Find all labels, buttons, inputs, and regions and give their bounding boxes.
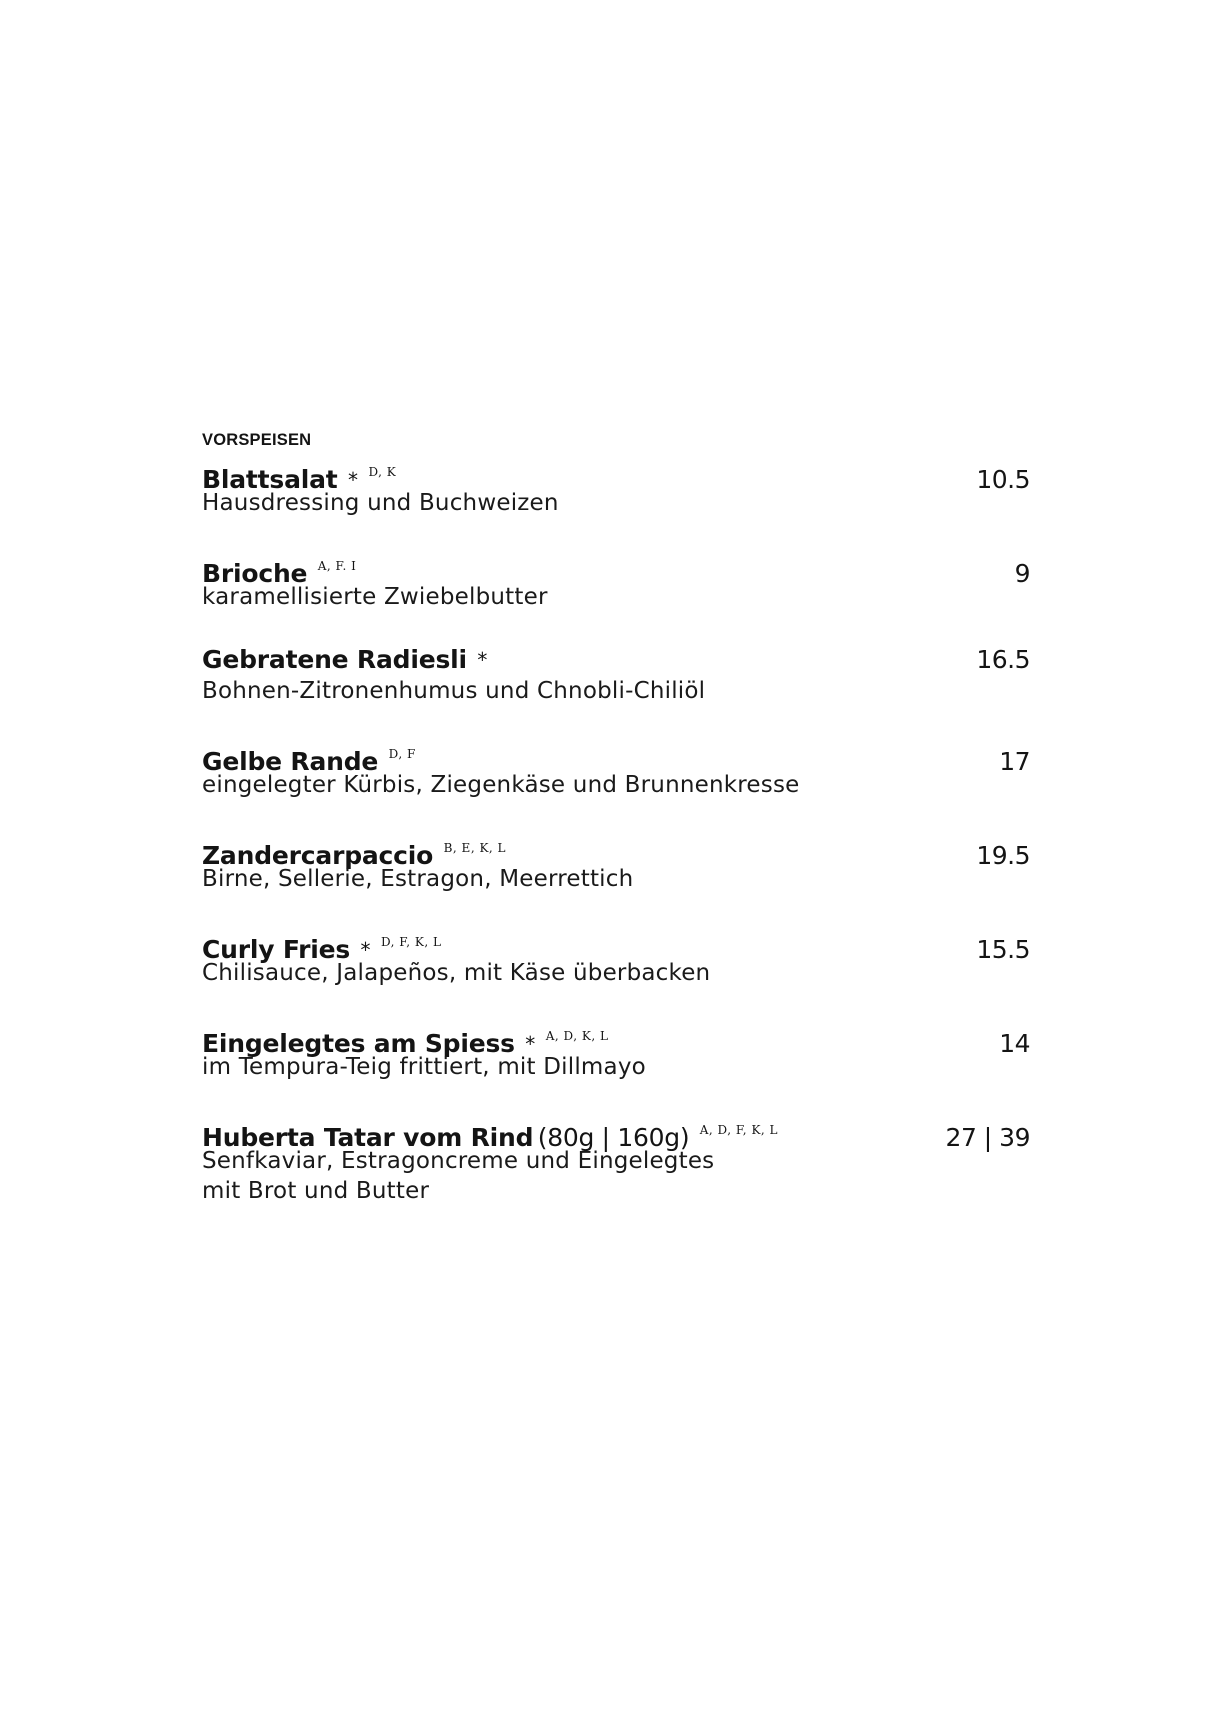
menu-item-price: 15.5 <box>976 935 1030 964</box>
allergen-codes: A, F. I <box>317 559 357 573</box>
menu-item <box>202 550 1030 612</box>
menu-item <box>202 644 1030 706</box>
allergen-codes: D, F, K, L <box>380 935 442 949</box>
menu-item-header <box>202 738 1030 776</box>
menu-item-price: 10.5 <box>976 465 1030 494</box>
menu-item-price: 27 | 39 <box>945 1123 1030 1152</box>
allergen-codes: D, F <box>388 747 416 761</box>
menu-item-header <box>202 644 1030 676</box>
menu-item-name: Blattsalat <box>202 465 338 494</box>
menu-item-description: Birne, Sellerie, Estragon, Meerrettich <box>202 866 634 892</box>
menu-item-description: Senfkaviar, Estragoncreme und Eingelegtes mit Brot und Butter <box>202 1148 715 1204</box>
menu-item <box>202 926 1030 988</box>
menu-item-header <box>202 1114 1030 1152</box>
menu-item <box>202 456 1030 518</box>
menu-page <box>202 430 1030 1206</box>
menu-item-name: Gelbe Rande <box>202 747 379 776</box>
menu-item-name: Gebratene Radiesli <box>202 645 467 674</box>
menu-item-name: Zandercarpaccio <box>202 841 434 870</box>
vegetarian-icon: * <box>360 938 371 962</box>
menu-item <box>202 1114 1030 1206</box>
section-title: VORSPEISEN <box>202 431 312 449</box>
allergen-codes: A, D, K, L <box>545 1029 609 1043</box>
menu-item-description: im Tempura-Teig frittiert, mit Dillmayo <box>202 1054 646 1080</box>
vegetarian-icon: * <box>477 648 488 672</box>
menu-item <box>202 1020 1030 1082</box>
menu-item-price: 16.5 <box>976 645 1030 674</box>
portion-size: (80g | 160g) <box>537 1123 690 1152</box>
menu-item-description: Bohnen-Zitronenhumus und Chnobli-Chiliöl <box>202 678 706 704</box>
menu-item-header <box>202 550 1030 588</box>
allergen-codes: A, D, F, K, L <box>699 1123 778 1137</box>
vegetarian-icon: * <box>525 1032 536 1056</box>
menu-item <box>202 738 1030 800</box>
menu-item-description: eingelegter Kürbis, Ziegenkäse und Brunnenkresse <box>202 772 800 798</box>
allergen-codes: B, E, K, L <box>443 841 507 855</box>
menu-item-header <box>202 1020 1030 1058</box>
menu-item-header <box>202 832 1030 870</box>
allergen-codes: D, K <box>368 465 397 479</box>
menu-item-header <box>202 456 1030 494</box>
menu-item-header <box>202 926 1030 964</box>
vegetarian-icon: * <box>348 468 358 492</box>
menu-item-price: 17 <box>999 747 1030 776</box>
menu-item-price: 9 <box>1014 559 1030 588</box>
menu-item-name: Eingelegtes am Spiess <box>202 1029 515 1058</box>
menu-item-price: 14 <box>999 1029 1030 1058</box>
menu-item-description: Hausdressing und Buchweizen <box>202 490 559 516</box>
menu-item-description: karamellisierte Zwiebelbutter <box>202 584 548 610</box>
menu-item-description: Chilisauce, Jalapeños, mit Käse überbacken <box>202 960 711 986</box>
menu-item-price: 19.5 <box>976 841 1030 870</box>
menu-item-name: Curly Fries <box>202 935 351 964</box>
menu-item <box>202 832 1030 894</box>
menu-item-name: Huberta Tatar vom Rind <box>202 1123 534 1152</box>
menu-item-name: Brioche <box>202 559 308 588</box>
